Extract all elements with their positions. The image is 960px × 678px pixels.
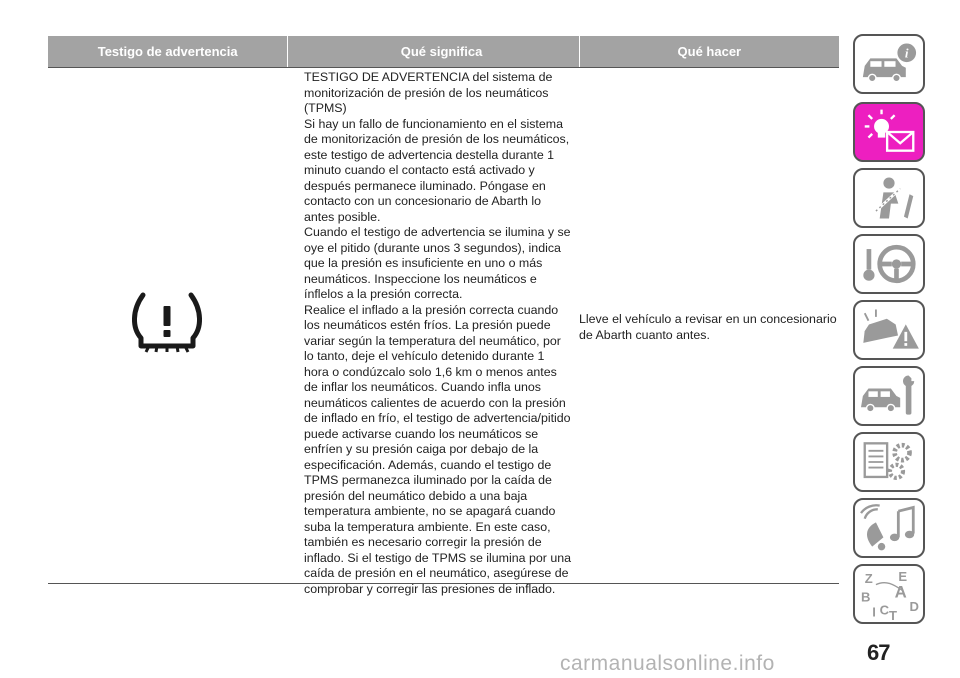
multimedia-icon	[855, 500, 923, 556]
emergency-car-icon	[855, 302, 923, 358]
car-wrench-icon	[855, 368, 923, 424]
svg-text:i: i	[904, 45, 909, 61]
side-tab-car-info[interactable]	[853, 34, 925, 94]
index-letter: D	[909, 598, 919, 614]
side-tab-warning-lights[interactable]	[853, 102, 925, 162]
page-number: 67	[867, 640, 890, 665]
header-rule	[48, 67, 839, 68]
watermark: carmanualsonline.info	[560, 652, 775, 675]
description-paragraph: TESTIGO DE ADVERTENCIA del sistema de monitorización de presión de los neumáticos (TPMS)	[304, 70, 553, 115]
meaning-cell	[304, 70, 572, 597]
column-header-warning-light: Testigo de advertencia	[97, 44, 238, 59]
action-cell: Lleve el vehículo a revisar en un concesionario de Abarth cuanto antes.	[579, 312, 837, 342]
side-tab-index[interactable]	[853, 564, 925, 624]
index-letter: Z	[864, 570, 873, 586]
table-header	[48, 36, 839, 67]
side-tab-emergency[interactable]	[853, 300, 925, 360]
column-header-action: Qué hacer	[677, 44, 742, 59]
index-letter: E	[898, 568, 908, 584]
column-header-meaning: Qué significa	[400, 44, 483, 59]
seat-safety-icon	[855, 170, 923, 226]
side-tab-starting[interactable]	[853, 234, 925, 294]
side-tab-maintenance[interactable]	[853, 366, 925, 426]
steering-key-icon	[855, 236, 923, 292]
index-letter: T	[889, 608, 897, 622]
side-tab-multimedia[interactable]	[853, 498, 925, 558]
tpms-warning-icon	[130, 290, 204, 356]
alphabetical-index-icon	[855, 566, 923, 622]
table-bottom-rule	[48, 583, 839, 584]
description-paragraph: Cuando el testigo de advertencia se ilumina y se oye el pitido (durante unos 3 segundos), indica que la presión es insuficiente en uno o más neumáticos. Inspeccione los neumáticos e ínflelos a la presión correcta.	[304, 225, 571, 301]
warning-light-envelope-icon	[855, 104, 923, 160]
description-paragraph: Si hay un fallo de funcionamiento en el sistema de monitorización de presión de los neumáticos, este testigo de advertencia destella durante 1 minuto cuando el contacto está activado y después permanece iluminado. Póngase en contacto con un concesionario de Abarth lo antes posible.	[304, 116, 570, 224]
index-letter: I	[872, 604, 876, 620]
index-letter: B	[861, 589, 871, 605]
side-tab-safety[interactable]	[853, 168, 925, 228]
side-tab-technical-data[interactable]	[853, 432, 925, 492]
specs-gears-icon	[855, 434, 923, 490]
column-divider	[287, 36, 288, 67]
car-info-icon	[855, 36, 923, 92]
description-paragraph: Realice el inflado a la presión correcta cuando los neumáticos estén fríos. La presión puede variar según la temperatura del neumático, por lo tanto, deje el vehículo detenido durante 1 hora o condúzcalo solo 1,6 km o menos antes de inflar los neumáticos. Cuando infla unos neumáticos calientes de acuerdo con la presión de inflado en frío, el testigo de advertencia/pitido puede activarse cuando los neumáticos se enfríen y su presión caiga por debajo de la especificación. Además, cuando el testigo de TPMS permanezca iluminado por la caída de presión del neumático debido a una baja temperatura ambiente, no se apagará cuando suba la temperatura ambiente. En este caso, también es necesario corregir la presión de inflado. Si el testigo de TPMS se ilumina por una caída de presión en el neumático, asegúrese de comprobar y corregir las presiones de inflado.	[304, 302, 572, 596]
index-letter: C	[879, 602, 890, 618]
index-letter: A	[894, 582, 907, 602]
